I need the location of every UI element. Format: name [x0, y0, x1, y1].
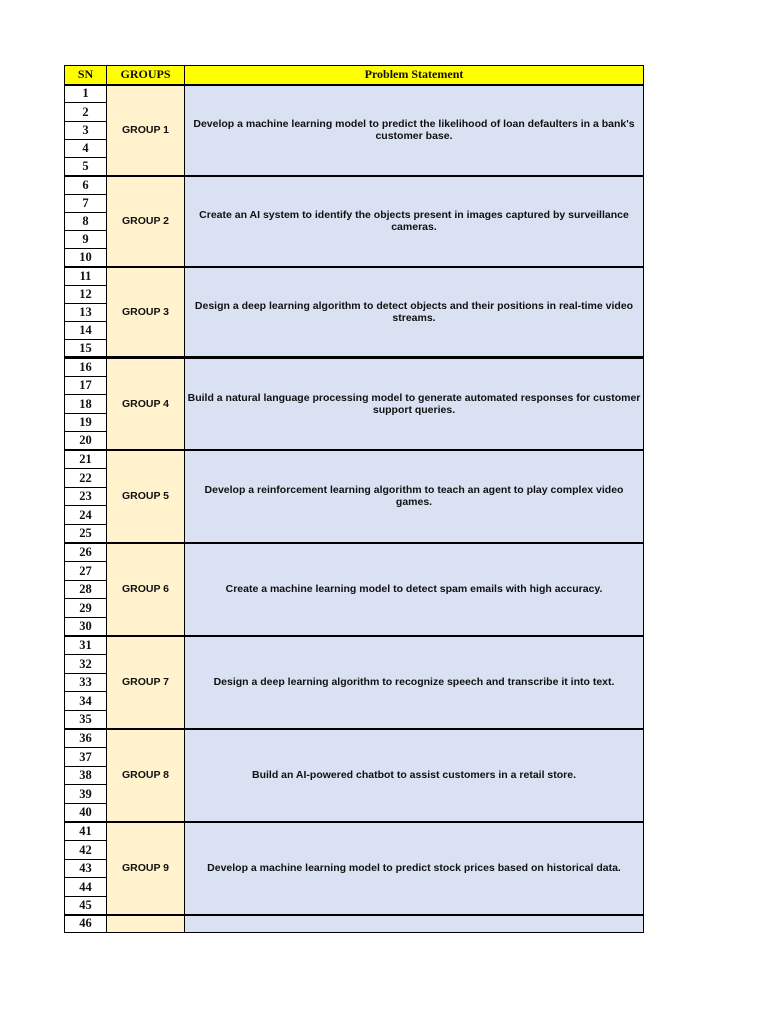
- sn-header[interactable]: SN: [65, 66, 107, 85]
- sn-cell[interactable]: 26: [65, 543, 107, 562]
- table-row: [65, 636, 644, 655]
- statement-line: support queries.: [372, 403, 456, 416]
- group-cell[interactable]: GROUP 3: [107, 267, 185, 358]
- group-cell[interactable]: GROUP 4: [107, 358, 185, 450]
- sn-cell[interactable]: 19: [65, 414, 107, 432]
- sn-cell[interactable]: 15: [65, 340, 107, 358]
- sn-cell[interactable]: 24: [65, 506, 107, 525]
- sn-cell[interactable]: 5: [65, 158, 107, 176]
- sn-cell[interactable]: 46: [65, 915, 107, 933]
- problem-statement-cell[interactable]: [185, 822, 644, 915]
- sn-cell[interactable]: 27: [65, 562, 107, 581]
- sn-cell[interactable]: 22: [65, 469, 107, 488]
- table-row: [65, 729, 644, 748]
- sn-cell[interactable]: 13: [65, 304, 107, 322]
- sn-cell[interactable]: 25: [65, 525, 107, 543]
- table-row: [65, 176, 644, 195]
- statement-line: Develop a machine learning model to predict stock prices based on historical data.: [207, 862, 621, 874]
- statement-line: Build an AI-powered chatbot to assist customers in a retail store.: [251, 769, 576, 781]
- header-row: [65, 66, 644, 85]
- group-cell[interactable]: [107, 915, 185, 933]
- problem-statement-cell[interactable]: [185, 450, 644, 543]
- problem-statement-header[interactable]: Problem Statement: [185, 66, 644, 85]
- sn-cell[interactable]: 8: [65, 213, 107, 231]
- sn-cell[interactable]: 44: [65, 878, 107, 897]
- problem-statement-cell[interactable]: [185, 267, 644, 358]
- sn-cell[interactable]: 9: [65, 231, 107, 249]
- sn-cell[interactable]: 35: [65, 711, 107, 729]
- groups-header[interactable]: GROUPS: [107, 66, 185, 85]
- group-cell[interactable]: GROUP 7: [107, 636, 185, 729]
- sn-cell[interactable]: 14: [65, 322, 107, 340]
- sn-cell[interactable]: 29: [65, 599, 107, 618]
- problem-statement-cell[interactable]: [185, 915, 644, 933]
- problem-statement-cell[interactable]: [185, 85, 644, 176]
- statement-line: Design a deep learning algorithm to recognize speech and transcribe it into text.: [213, 676, 615, 688]
- sn-cell[interactable]: 28: [65, 581, 107, 599]
- sn-cell[interactable]: 1: [65, 85, 107, 103]
- sn-cell[interactable]: 32: [65, 655, 107, 674]
- statement-line: customer base.: [375, 130, 453, 142]
- sn-cell[interactable]: 40: [65, 804, 107, 822]
- sn-cell[interactable]: 7: [65, 195, 107, 213]
- group-cell[interactable]: GROUP 2: [107, 176, 185, 267]
- group-cell[interactable]: GROUP 8: [107, 729, 185, 822]
- sn-cell[interactable]: 45: [65, 897, 107, 915]
- problem-statement-cell[interactable]: [185, 636, 644, 729]
- sn-cell[interactable]: 41: [65, 822, 107, 841]
- statement-line: Create an AI system to identify the objects present in images captured by surveillance cameras.: [199, 209, 629, 233]
- table-body: [65, 85, 644, 933]
- statement-line: Develop a machine learning model to predict the likelihood of loan defaulters in a bank's: [193, 118, 635, 130]
- sn-cell[interactable]: 36: [65, 729, 107, 748]
- sn-cell[interactable]: 21: [65, 450, 107, 469]
- sn-cell[interactable]: 12: [65, 286, 107, 304]
- sn-cell[interactable]: 38: [65, 767, 107, 785]
- sn-cell[interactable]: 43: [65, 860, 107, 878]
- sn-cell[interactable]: 34: [65, 692, 107, 711]
- group-cell[interactable]: GROUP 1: [107, 85, 185, 176]
- problem-statement-cell[interactable]: [185, 543, 644, 636]
- sn-cell[interactable]: 23: [65, 488, 107, 506]
- statement-line: Develop a reinforcement learning algorithm to teach an agent to play complex video games.: [204, 484, 624, 508]
- sn-cell[interactable]: 37: [65, 748, 107, 767]
- statement-line: Design a deep learning algorithm to detect objects and their positions in real-time video streams.: [194, 299, 634, 324]
- table-row: [65, 450, 644, 469]
- sn-cell[interactable]: 10: [65, 249, 107, 267]
- sn-cell[interactable]: 2: [65, 103, 107, 122]
- sn-cell[interactable]: 20: [65, 432, 107, 450]
- group-cell[interactable]: GROUP 9: [107, 822, 185, 915]
- sn-cell[interactable]: 18: [65, 395, 107, 414]
- sn-cell[interactable]: 42: [65, 841, 107, 860]
- table-row: [65, 85, 644, 103]
- problem-statement-cell[interactable]: [185, 729, 644, 822]
- table-row: [65, 358, 644, 377]
- sn-cell[interactable]: 6: [65, 176, 107, 195]
- group-problem-table: [64, 65, 644, 933]
- sn-cell[interactable]: 30: [65, 618, 107, 636]
- sn-cell[interactable]: 33: [65, 674, 107, 692]
- table-row: [65, 915, 644, 933]
- table-row: [65, 267, 644, 286]
- sn-cell[interactable]: 4: [65, 140, 107, 158]
- table-row: [65, 543, 644, 562]
- sn-cell[interactable]: 17: [65, 377, 107, 395]
- statement-line: Build a natural language processing model to generate automated responses for customer: [187, 391, 641, 404]
- group-cell[interactable]: GROUP 6: [107, 543, 185, 636]
- sn-cell[interactable]: 11: [65, 267, 107, 286]
- problem-statement-cell[interactable]: [185, 358, 644, 450]
- problem-statement-cell[interactable]: [185, 176, 644, 267]
- sn-cell[interactable]: 39: [65, 785, 107, 804]
- group-cell[interactable]: GROUP 5: [107, 450, 185, 543]
- sn-cell[interactable]: 16: [65, 358, 107, 377]
- statement-line: Create a machine learning model to detect spam emails with high accuracy.: [225, 583, 603, 595]
- sn-cell[interactable]: 3: [65, 122, 107, 140]
- sn-cell[interactable]: 31: [65, 636, 107, 655]
- table-row: [65, 822, 644, 841]
